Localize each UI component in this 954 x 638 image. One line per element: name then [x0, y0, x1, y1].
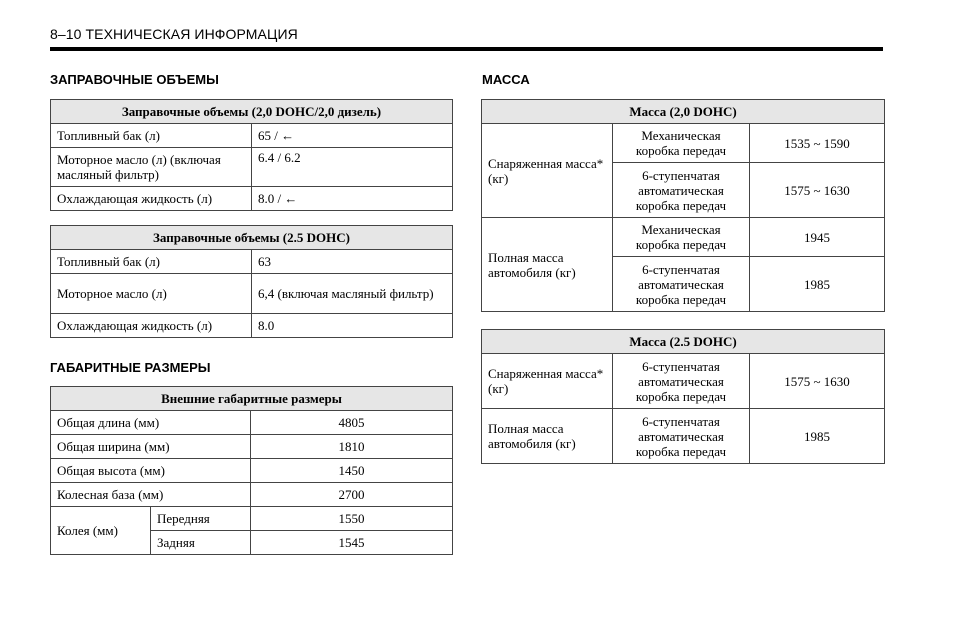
transmission-cell: 6-ступенчатая автоматическая коробка передач: [613, 257, 750, 312]
transmission-cell: Механическая коробка передач: [613, 124, 750, 163]
mass-section-title: МАССА: [482, 72, 530, 87]
dimensions-section-title: ГАБАРИТНЫЕ РАЗМЕРЫ: [50, 360, 211, 375]
row-value: 65 / ←: [252, 124, 453, 148]
transmission-cell: 6-ступенчатая автоматическая коробка передач: [613, 354, 750, 409]
row-label: Общая ширина (мм): [51, 435, 251, 459]
page-header: 8–10 ТЕХНИЧЕСКАЯ ИНФОРМАЦИЯ: [50, 26, 298, 42]
group-label: Полная масса автомобиля (кг): [482, 409, 613, 464]
transmission-cell: 6-ступенчатая автоматическая коробка передач: [613, 163, 750, 218]
table-title: Внешние габаритные размеры: [51, 387, 453, 411]
row-label: Охлаждающая жидкость (л): [51, 314, 252, 338]
transmission-cell: 6-ступенчатая автоматическая коробка передач: [613, 409, 750, 464]
row-value: 1810: [251, 435, 453, 459]
mass-value: 1945: [750, 218, 885, 257]
track-rear-label: Задняя: [151, 531, 251, 555]
mass-value: 1575 ~ 1630: [750, 354, 885, 409]
capacities-section-title: ЗАПРАВОЧНЫЕ ОБЪЕМЫ: [50, 72, 219, 87]
table-title: Масса (2.5 DOHC): [482, 330, 885, 354]
row-value: 2700: [251, 483, 453, 507]
row-label: Охлаждающая жидкость (л): [51, 187, 252, 211]
dimensions-table: [50, 386, 453, 555]
mass-value: 1535 ~ 1590: [750, 124, 885, 163]
row-label: Колесная база (мм): [51, 483, 251, 507]
track-front-value: 1550: [251, 507, 453, 531]
group-label: Снаряженная масса* (кг): [482, 354, 613, 409]
capacities-table-2-0: [50, 99, 453, 211]
row-label: Моторное масло (л) (включая масляный фильтр): [51, 148, 252, 187]
transmission-cell: Механическая коробка передач: [613, 218, 750, 257]
mass-value: 1985: [750, 257, 885, 312]
row-label: Общая высота (мм): [51, 459, 251, 483]
table-title: Заправочные объемы (2,0 DOHC/2,0 дизель): [51, 100, 453, 124]
row-value: 8.0 / ←: [252, 187, 453, 211]
mass-value: 1575 ~ 1630: [750, 163, 885, 218]
row-value: 6.4 / 6.2: [252, 148, 453, 187]
track-label: Колея (мм): [51, 507, 151, 555]
mass-value: 1985: [750, 409, 885, 464]
header-rule: [50, 47, 883, 51]
track-rear-value: 1545: [251, 531, 453, 555]
row-label: Моторное масло (л): [51, 274, 252, 314]
capacities-table-2-5: [50, 225, 453, 338]
row-label: Общая длина (мм): [51, 411, 251, 435]
table-title: Заправочные объемы (2.5 DOHC): [51, 226, 453, 250]
row-value: 6,4 (включая масляный фильтр): [252, 274, 453, 314]
track-front-label: Передняя: [151, 507, 251, 531]
mass-table-2-5: [481, 329, 885, 464]
group-label: Полная масса автомобиля (кг): [482, 218, 613, 312]
row-value: 63: [252, 250, 453, 274]
table-title: Масса (2,0 DOHC): [482, 100, 885, 124]
row-value: 1450: [251, 459, 453, 483]
row-value: 4805: [251, 411, 453, 435]
row-label: Топливный бак (л): [51, 250, 252, 274]
row-label: Топливный бак (л): [51, 124, 252, 148]
mass-table-2-0: [481, 99, 885, 312]
row-value: 8.0: [252, 314, 453, 338]
group-label: Снаряженная масса* (кг): [482, 124, 613, 218]
